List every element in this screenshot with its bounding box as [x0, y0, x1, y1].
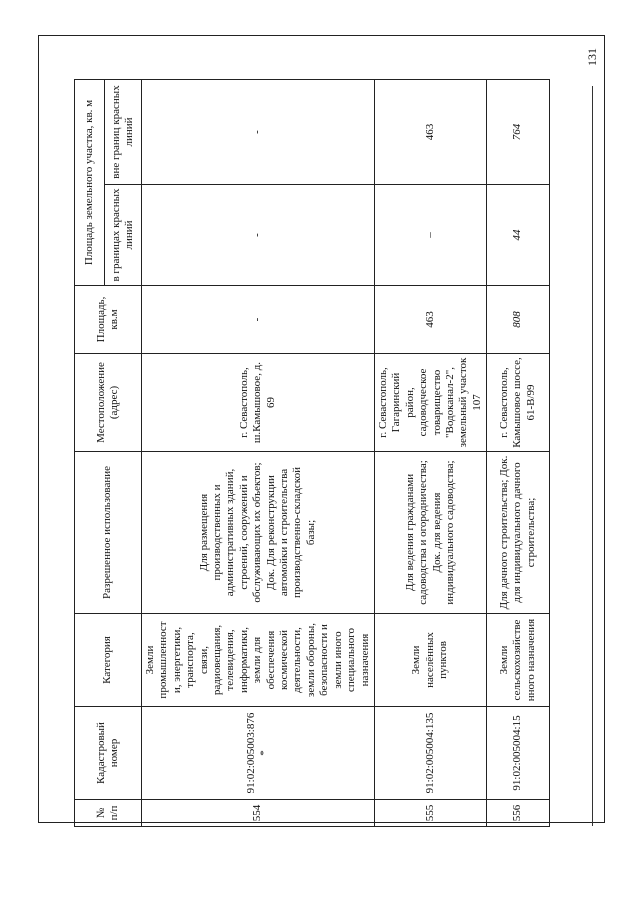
cell-num: 556 [487, 800, 550, 827]
header-usage: Разрешенное использование [75, 452, 142, 614]
table-row [374, 79, 486, 826]
header-outside: вне границ красных линий [105, 79, 142, 184]
cell-category: Земли населённых пунктов [374, 614, 486, 707]
table-header-row [75, 79, 105, 826]
cell-category: Земли сельскохозяйстве нного назначения [487, 614, 550, 707]
cell-inside: – [374, 185, 486, 286]
table-row [487, 79, 550, 826]
page-rule [592, 86, 593, 826]
cell-cadastral: 91:02:005003:876* [142, 707, 375, 800]
cell-usage: Для ведения гражданами садоводства и огородничества; Док. для ведения индивидуального садоводства; [374, 452, 486, 614]
cell-outside: - [142, 79, 375, 184]
header-area: Площадь, кв.м [75, 286, 142, 354]
cell-area: - [142, 286, 375, 354]
cell-category: Земли промышленност и, энергетики, транспорта, связи, радиовещания, телевидения, информатики, земли для обеспечения космической деятельности, земли обороны, безопасности и земли иного специального назначения [142, 614, 375, 707]
rotated-table-container [74, 80, 537, 827]
header-cadastral: Кадастровый номер [75, 707, 142, 800]
header-parcel-area: Площадь земельного участка, кв. м [75, 79, 105, 285]
cell-location: г. Севастополь, Гагаринский район, садоводческое товарищество "Водоканал-2", земельный участок 107 [374, 354, 486, 452]
cell-inside: 44 [487, 185, 550, 286]
header-num: № п/п [75, 800, 142, 827]
header-location: Местоположение (адрес) [75, 354, 142, 452]
land-register-table [74, 79, 550, 827]
page-number: 131 [585, 48, 599, 66]
cell-inside: - [142, 185, 375, 286]
cell-area: 808 [487, 286, 550, 354]
table-row [142, 79, 375, 826]
cell-num: 555 [374, 800, 486, 827]
header-category: Категория [75, 614, 142, 707]
cell-area: 463 [374, 286, 486, 354]
cell-usage: Для размещения производственных и административных зданий, строений, сооружений и обслуживающих их объектов; Док. Для реконструкции автомойки и строительства производственно-складской базы; [142, 452, 375, 614]
cell-outside: 764 [487, 79, 550, 184]
cell-location: г. Севастополь, Камышовое шоссе, 61-В/99 [487, 354, 550, 452]
header-inside: в границах красных линий [105, 185, 142, 286]
cell-num: 554 [142, 800, 375, 827]
cell-cadastral: 91:02:005004:15 [487, 707, 550, 800]
cell-usage: Для дачного строительства; Док. для индивидуального дачного строительства; [487, 452, 550, 614]
cell-cadastral: 91:02:005004:135 [374, 707, 486, 800]
cell-location: г. Севастополь, ш.Камышовое, д. 69 [142, 354, 375, 452]
cell-outside: 463 [374, 79, 486, 184]
